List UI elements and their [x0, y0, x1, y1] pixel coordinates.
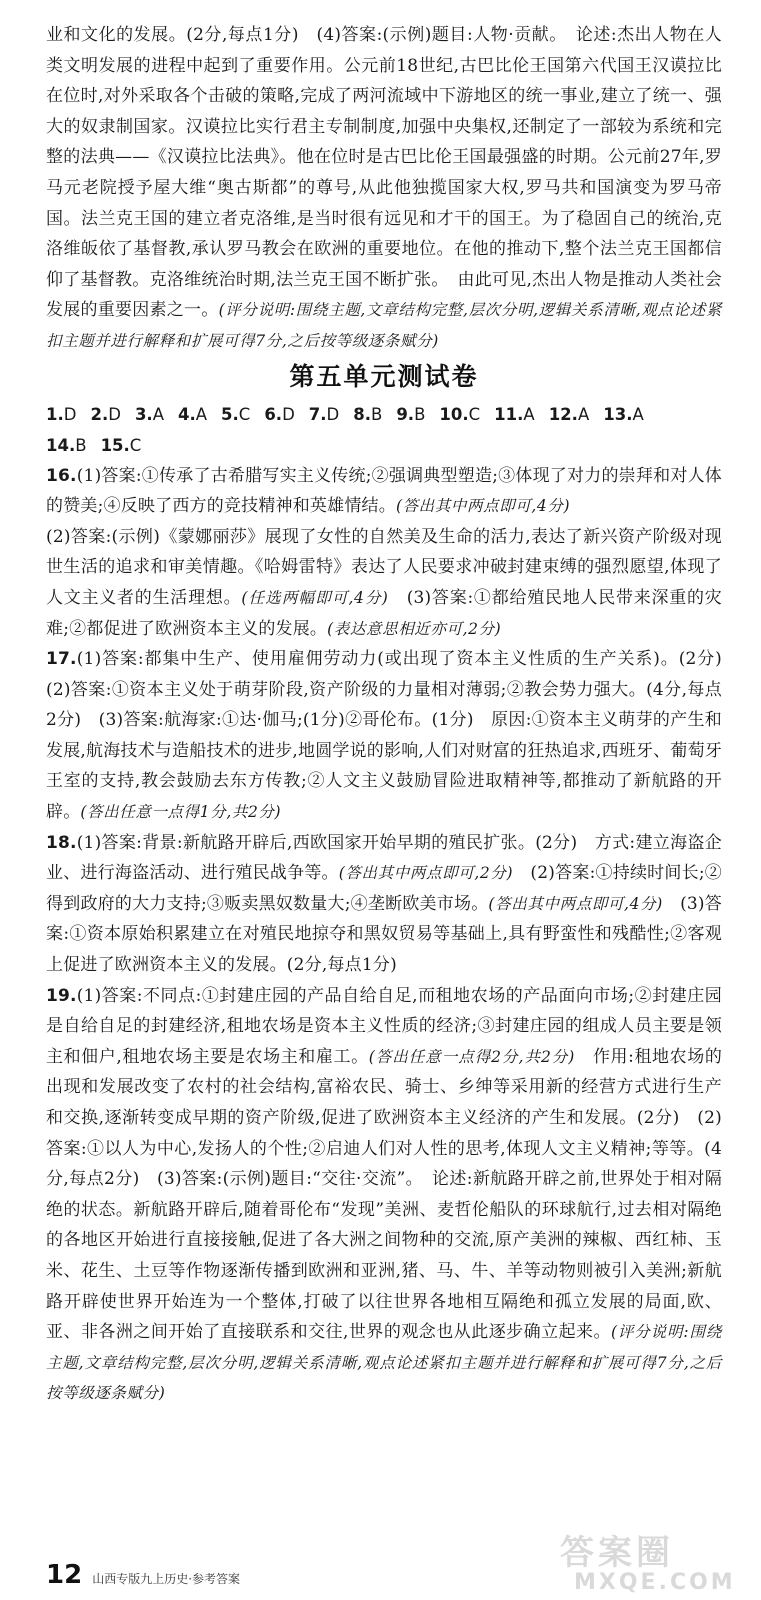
mcq-answer	[494, 399, 535, 430]
mcq-answer	[101, 430, 142, 461]
question-number: 16.	[46, 465, 77, 486]
mcq-number: 9.	[396, 404, 415, 424]
mcq-number: 13.	[603, 404, 633, 424]
mcq-number: 11.	[494, 404, 524, 424]
answer-text: (2)答案:(示例)《蒙娜丽莎》展现了女性的自然美及生命的活力,表达了新兴资产阶级对现世生活的追求和审美情趣。《哈姆雷特》表达了人民要求冲破封建束缚的强烈愿望,体现了人文主义者的生活理想。	[46, 526, 722, 608]
page-footer	[46, 1560, 722, 1592]
question-19	[46, 981, 722, 1409]
mcq-number: 5.	[221, 404, 239, 424]
question-18	[46, 828, 722, 981]
page-content	[46, 20, 740, 1409]
answer-text: (1)答案:不同点:①封建庄园的产品自给自足,而租地农场的产品面向市场;②封建庄园是自给自足的封建经济,租地农场是资本主义性质的经济;③封建庄园的组成人员主要是领主和佃户,租地农场主要是农场主和雇工。	[46, 985, 722, 1067]
scoring-note: (评分说明:围绕主题,文章结构完整,层次分明,逻辑关系清晰,观点论述紧扣主题并进行解释和扩展可得7分,之后按等级逐条赋分)	[46, 1323, 722, 1403]
scoring-note: (答出其中两点即可,2分)	[338, 864, 514, 883]
mcq-answer	[353, 399, 382, 430]
mcq-choice: C	[129, 435, 142, 455]
mcq-choice: C	[238, 404, 251, 424]
mcq-answer	[90, 399, 120, 430]
mcq-number: 2.	[90, 404, 109, 424]
answer-text: 作用:租地农场的出现和发展改变了农村的社会结构,富裕农民、骑士、乡绅等采用新的经营方式进行生产和交换,逐渐转变成早期的资产阶级,促进了欧洲资本主义经济的产生和发展。(2分) (2)答案:①以人为中心,发扬人的个性;②启迪人们对人性的思考,体现人文主义精神;等等。(4分,每点2分) (3)答案:(示例)题目:“交往·交流”。 论述:新航路开辟之前,世界处于相对隔绝的状态。新航路开辟后,随着哥伦布“发现”美洲、麦哲伦船队的环球航行,过去相对隔绝的各地区开始进行直接接触,促进了各大洲之间物种的交流,原产美洲的辣椒、西红柿、玉米、花生、土豆等作物逐渐传播到欧洲和亚洲,猪、马、牛、羊等动物则被引入美洲;新航路开辟使世界开始连为一个整体,打破了以往世界各地相互隔绝和孤立发展的局面,欧、亚、非各洲之间开始了直接联系和交往,世界的观念也从此逐步确立起来。	[46, 1046, 723, 1343]
answer-text: (1)答案:背景:新航路开辟后,西欧国家开始早期的殖民扩张。(2分) 方式:建立海盗企业、进行海盗活动、进行殖民战争等。	[46, 832, 722, 884]
mcq-number: 15.	[100, 435, 130, 455]
unit-title: 第五单元测试卷	[289, 361, 479, 391]
previous-unit-answer-tail	[46, 20, 722, 357]
question-number: 19.	[46, 985, 77, 1006]
mcq-answer	[135, 399, 164, 430]
scoring-note: (表达意思相近亦可,2分)	[327, 619, 502, 638]
mcq-choice: A	[152, 404, 164, 424]
mcq-number: 14.	[46, 435, 76, 455]
mcq-answer	[309, 399, 339, 430]
scoring-note: (答出其中两点即可,4分)	[488, 894, 663, 913]
mcq-number: 4.	[177, 404, 196, 424]
mcq-number: 6.	[264, 404, 283, 424]
mcq-number: 3.	[134, 404, 153, 424]
question-number: 18.	[46, 832, 77, 853]
mcq-number: 12.	[548, 404, 578, 424]
page-number: 12	[46, 1560, 83, 1590]
answer-text: (3)答案:①资本原始积累建立在对殖民地掠夺和黑奴贸易等基础上,具有野蛮性和残酷性;②客观上促进了欧洲资本主义的发展。(2分,每点1分)	[46, 893, 722, 976]
scoring-note: (答出任意一点得2分,共2分)	[368, 1047, 575, 1066]
mcq-number: 8.	[353, 404, 371, 424]
essay-text: 业和文化的发展。(2分,每点1分) (4)答案:(示例)题目:人物·贡献。 论述:杰出人物在人类文明发展的进程中起到了重要作用。公元前18世纪,古巴比伦王国第六代国王汉谟拉比在位时,对外采取各个击破的策略,完成了两河流域中下游地区的统一事业,建立了统一、强大的奴隶制国家。汉谟拉比实行君主专制制度,加强中央集权,还制定了一部较为系统和完整的法典——《汉谟拉比法典》。他在位时是古巴比伦王国最强盛的时期。公元前27年,罗马元老院授予屋大维“奥古斯都”的尊号,从此他独揽国家大权,罗马共和国演变为罗马帝国。法兰克王国的建立者克洛维,是当时很有远见和才干的国王。为了稳固自己的统治,克洛维皈依了基督教,承认罗马教会在欧洲的重要地位。在他的推动下,整个法兰克王国都信仰了基督教。克洛维统治时期,法兰克王国不断扩张。 由此可见,杰出人物是推动人类社会发展的重要因素之一。	[46, 25, 722, 321]
mcq-number: 7.	[308, 404, 327, 424]
scoring-note: (答出其中两点即可,4分)	[395, 497, 571, 516]
mcq-answer	[439, 399, 480, 430]
scoring-note: (评分说明:围绕主题,文章结构完整,层次分明,逻辑关系清晰,观点论述紧扣主题并进行解释和扩展可得7分,之后按等级逐条赋分)	[46, 301, 723, 350]
watermark-url: MXQE.COM	[574, 1570, 736, 1595]
mcq-choice: D	[108, 404, 121, 424]
scoring-note: (答出任意一点得1分,共2分)	[80, 803, 282, 822]
watermark-logo-text: 答案圈	[560, 1533, 674, 1573]
mcq-answer	[396, 399, 425, 430]
mcq-answer	[46, 399, 76, 430]
mcq-choice: D	[282, 404, 295, 424]
mcq-number: 1.	[46, 404, 64, 424]
footer-caption: 山西专版九上历史·参考答案	[92, 1572, 241, 1586]
mcq-answer	[221, 399, 250, 430]
answer-text: (1)答案:都集中生产、使用雇佣劳动力(或出现了资本主义性质的生产关系)。(2分) (2)答案:①资本主义处于萌芽阶段,资产阶级的力量相对薄弱;②教会势力强大。(4分,每点2分) (3)答案:航海家:①达·伽马;(1分)②哥伦布。(1分) 原因:①资本主义萌芽的产生和发展,航海技术与造船技术的进步,地圆学说的影响,人们对财富的狂热追求,西班牙、葡萄牙王室的支持,教会鼓励去东方传教;②人文主义鼓励冒险进取精神等,都推动了新航路的开辟。	[46, 649, 740, 823]
mcq-choice: C	[468, 404, 481, 424]
mcq-choice: B	[75, 435, 87, 455]
mcq-choice: D	[63, 404, 77, 424]
question-16	[46, 461, 722, 645]
mcq-answer	[603, 399, 644, 430]
mcq-answer	[549, 399, 590, 430]
answer-text: (3)答案:①都给殖民地人民带来深重的灾难;②都促进了欧洲资本主义的发展。	[46, 587, 723, 639]
mcq-choice: A	[577, 404, 590, 424]
question-number: 17.	[46, 649, 77, 670]
mcq-answer	[46, 430, 87, 461]
mcq-number: 10.	[439, 404, 469, 424]
mcq-choice: B	[371, 404, 383, 424]
mcq-choice: A	[632, 404, 644, 424]
answer-text: (1)答案:①传承了古希腊写实主义传统;②强调典型塑造;③体现了对力的崇拜和对人体的赞美;④反映了西方的竞技精神和英雄情结。	[46, 465, 722, 517]
mcq-choice: A	[195, 404, 208, 424]
answer-text: (2)答案:①持续时间长;②得到政府的大力支持;③贩卖黑奴数量大;④垄断欧美市场。	[46, 863, 722, 914]
mcq-choice: B	[414, 404, 426, 424]
mcq-answer	[178, 399, 207, 430]
scoring-note: (任选两幅即可,4分)	[241, 588, 389, 607]
mcq-answer	[264, 399, 294, 430]
mcq-choice: A	[523, 404, 535, 424]
question-17	[46, 644, 740, 828]
mcq-choice: D	[326, 404, 340, 424]
multiple-choice-answers	[46, 399, 722, 461]
